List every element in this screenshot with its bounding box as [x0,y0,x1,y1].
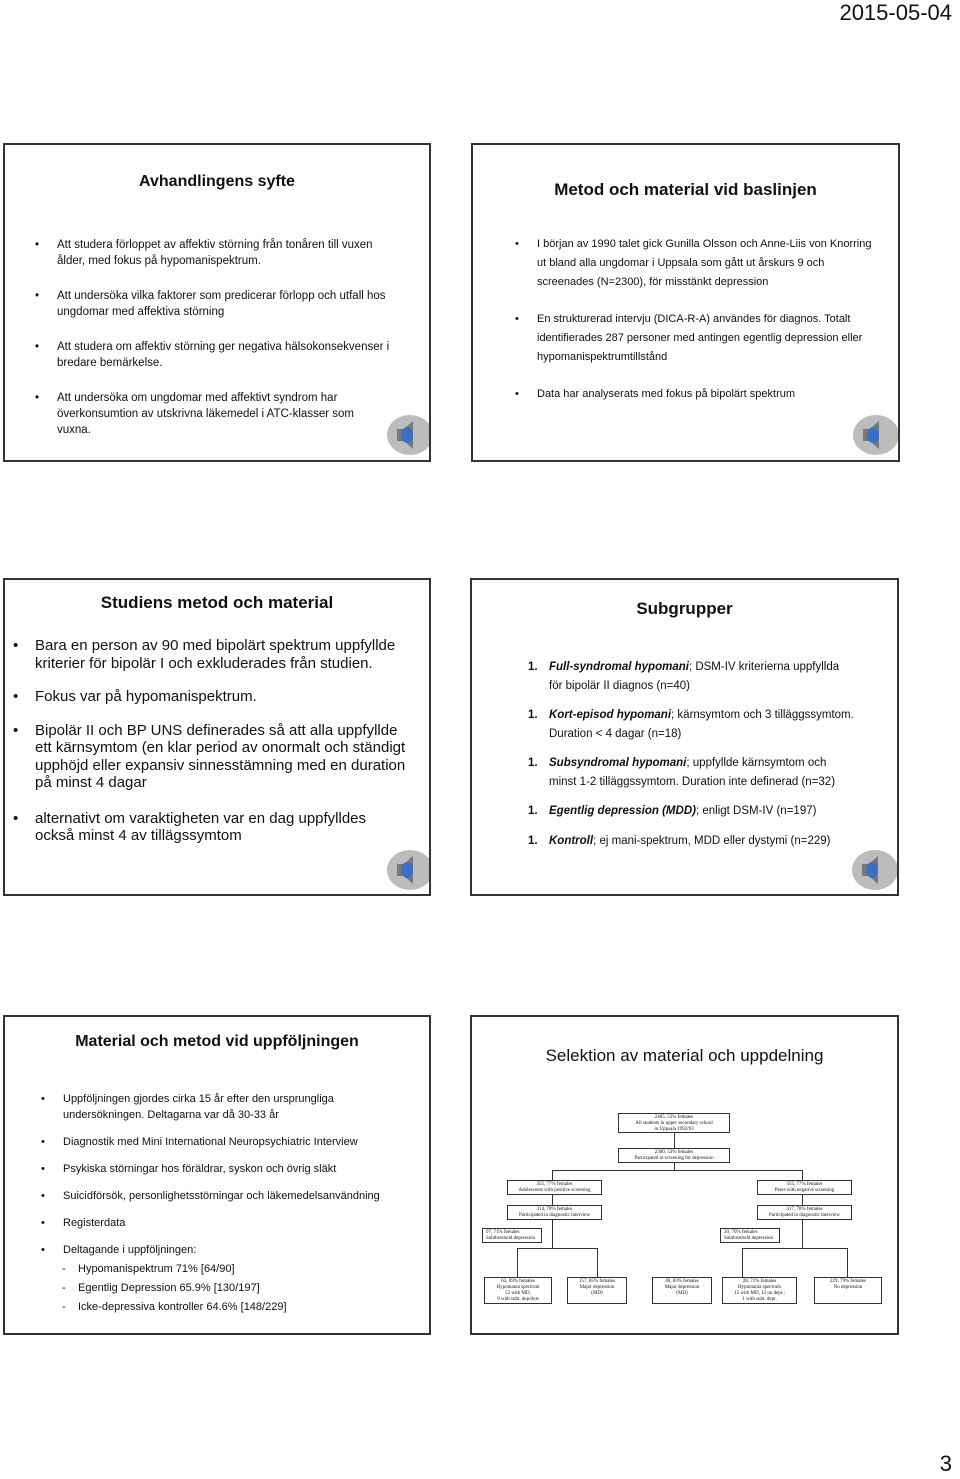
flow-box-hypomania-right: 28, 71% females Hypomania spectrum 15 with MD, 12 no depr.; 1 with subt. depr. [722,1277,797,1304]
bullet-list [515,235,877,404]
list-item: • Att studera förloppet av affektiv störning från tonåren till vuxen ålder, med fokus på hypomanispektrum. [35,237,400,269]
flow-box-interview-right: 317, 78% females Participated in diagnostic interview [757,1205,852,1220]
slide-selektion [470,1015,899,1335]
list-item: • Uppföljningen gjordes cirka 15 år efter den ursprungliga undersökningen. Deltagarna var då 30-33 år [41,1091,386,1123]
slide-title: Subgrupper [636,599,733,618]
slide-subgrupper [470,578,899,896]
list-item: • Registerdata [41,1215,386,1231]
list-item: • Bara en person av 90 med bipolärt spektrum uppfyllde kriterier för bipolär I och exkluderades från studien. [13,637,423,672]
page-number: 3 [939,1451,952,1476]
list-item: 1. Subsyndromal hypomani; uppfyllde kärnsymtom och minst 1-2 tilläggssymtom. Duration inte definerad (n=32) [528,757,836,788]
subgroup-list [528,658,888,851]
list-item: • Fokus var på hypomanispektrum. [13,688,423,706]
slide-title: Avhandlingens syfte [139,173,295,190]
list-item: • I början av 1990 talet gick Gunilla Olsson och Anne-Liis von Knorring ut bland alla ungdomar i Uppsala som gått ut årskurs 9 och screenades (N=2300), för misstänkt depression [515,235,877,292]
flow-box-negative-screening: 355, 77% females Peers with negative screening [757,1180,852,1195]
list-item: • Att undersöka vilka faktorer som predicerar förlopp och utfall hos ungdomar med affektiva störning [35,288,400,320]
slide-title: Selektion av material och uppdelning [545,1046,824,1065]
flow-box-screening: 2300, 53% females Participated in screening for depression [618,1148,730,1163]
flow-box-md-right: 40, 83% females Major depression (MD) [652,1277,712,1304]
list-item: - Egentlig Depression 65.9% [130/197] [62,1279,362,1298]
list-item: • Bipolär II och BP UNS definerades så att alla uppfyllde ett kärnsymtom (en klar period av onormalt och ständigt upphöjd eller expansiv sinnesstämning med en duration på minst 4 dagar [13,722,415,792]
flow-box-positive-screening: 355, 77% females Adolescents with positive screening [507,1180,602,1195]
bullet-list [13,637,423,845]
flow-box-interview-left: 314, 78% females Participated in diagnostic interview [507,1205,602,1220]
speaker-icon[interactable] [851,413,900,457]
slide-title: Studiens metod och material [100,593,334,612]
list-item: 1. Kort-episod hypomani; kärnsymtom och 3 tilläggssymtom. Duration < 4 dagar (n=18) [528,709,854,740]
list-item: - Icke-depressiva kontroller 64.6% [148/229] [62,1298,362,1317]
sub-list [62,1260,362,1317]
list-item: • Psykiska störningar hos föräldrar, syskon och övrig släkt [41,1161,386,1177]
flow-box-subthreshold-right: 20, 70% females Subthreshold depression [720,1228,780,1243]
list-item: • Deltagande i uppföljningen: [41,1242,386,1258]
slide-metod-baslinjen [471,143,900,462]
speaker-icon[interactable] [850,848,899,892]
list-item: 1. Kontroll; ej mani-spektrum, MDD eller dystymi (n=229) [528,835,831,847]
list-item: • En strukturerad intervju (DICA-R-A) användes för diagnos. Totalt identifierades 287 personer med antingen egentlig depression eller hypomanispektrumtillstånd [515,310,877,367]
speaker-icon[interactable] [385,848,431,892]
slide-avhandlingens-syfte [3,143,431,462]
list-item: • Data har analyserats med fokus på bipolärt spektrum [515,385,877,404]
list-item: 1. Egentlig depression (MDD); enligt DSM-IV (n=197) [528,805,817,817]
flow-box-top: 2465, 53% females All students in upper secondary school in Uppsala 1992/93 [618,1113,730,1133]
list-item: • Att undersöka om ungdomar med affektivt syndrom har överkonsumtion av utskrivna läkemedel i ATC-klasser som vuxna. [35,390,377,438]
flow-box-subthreshold-left: 97, 71% females Subthreshold depression [482,1228,542,1243]
flow-box-md-left: 157, 85% females Major depression (MD) [567,1277,627,1304]
list-item: • Diagnostik med Mini International Neuropsychiatric Interview [41,1134,386,1150]
list-item: • alternativt om varaktigheten var en dag uppfylldes också minst 4 av tillägssymtom [13,810,405,845]
flow-box-hypomania-left: 62, 69% females Hypomania spectrum 53 with MD, 9 with subt. dep/dyst [484,1277,552,1304]
bullet-list [41,1091,386,1261]
list-item: • Suicidförsök, personlighetsstörningar och läkemedelsanvändning [41,1188,386,1204]
slide-uppfoljningen [3,1015,431,1335]
speaker-icon[interactable] [385,413,431,457]
list-item: • Att studera om affektiv störning ger negativa hälsokonsekvenser i bredare bemärkelse. [35,339,400,371]
flow-box-no-depression: 229, 79% females No depression [814,1277,882,1304]
slide-title: Metod och material vid baslinjen [554,180,817,199]
slide-title: Material och metod vid uppföljningen [75,1033,359,1050]
bullet-list [35,237,400,438]
list-item: - Hypomanispektrum 71% [64/90] [62,1260,362,1279]
flowchart [472,1017,899,1335]
slide-studiens-metod [3,578,431,896]
page-date: 2015-05-04 [839,0,952,25]
list-item: 1. Full-syndromal hypomani; DSM-IV kriterierna uppfyllda för bipolär II diagnos (n=40) [528,661,840,692]
